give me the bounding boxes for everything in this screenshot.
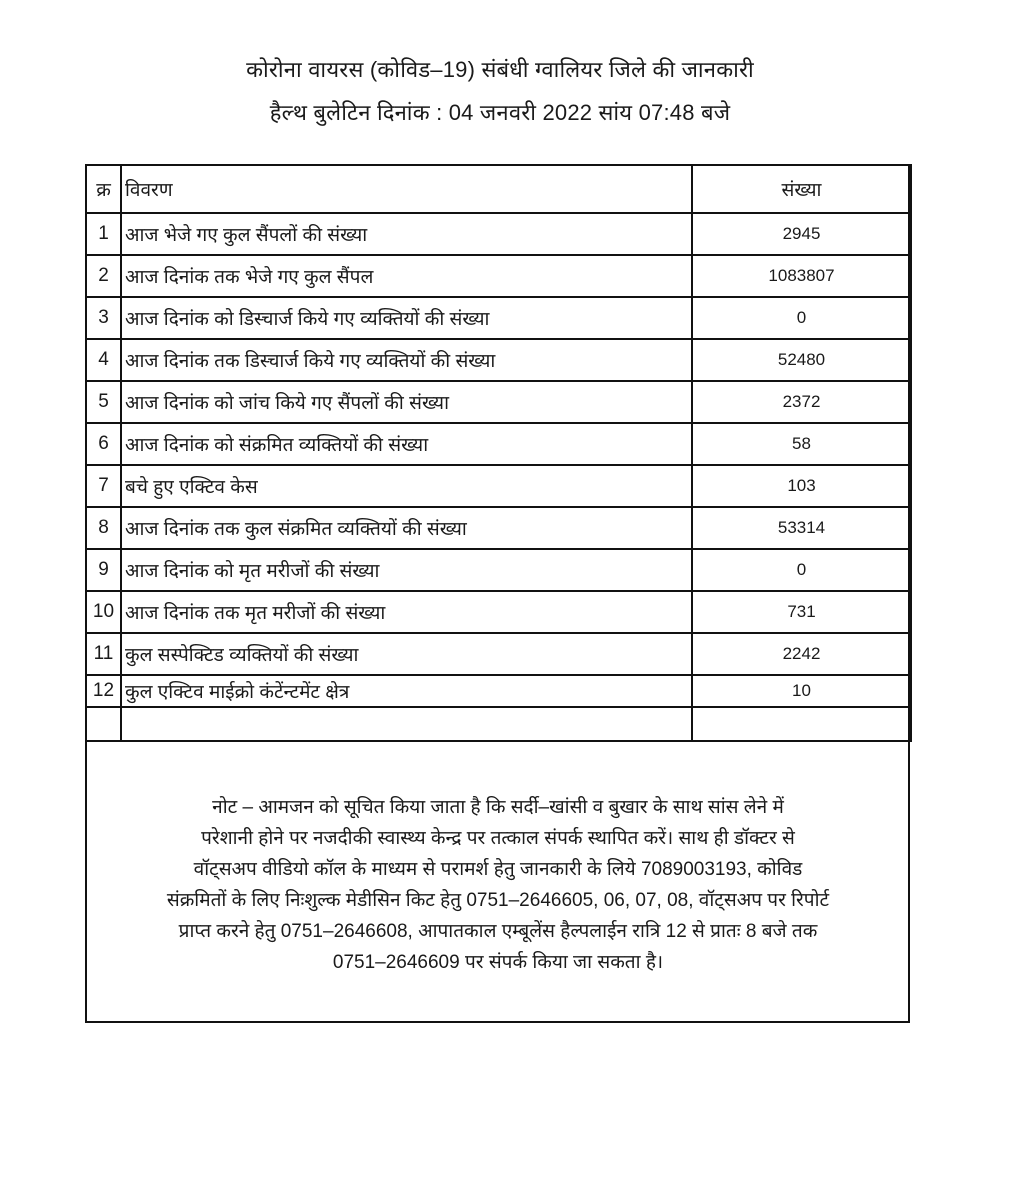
advisory-note	[88, 792, 908, 978]
row-serial: 11	[86, 633, 121, 675]
row-description: आज दिनांक तक भेजे गए कुल सैंपल	[121, 255, 692, 297]
empty-cell	[121, 707, 692, 741]
row-description: आज दिनांक तक मृत मरीजों की संख्या	[121, 591, 692, 633]
row-description: आज दिनांक को संक्रमित व्यक्तियों की संख्या	[121, 423, 692, 465]
row-value: 53314	[692, 507, 911, 549]
row-serial: 4	[86, 339, 121, 381]
row-description: आज भेजे गए कुल सैंपलों की संख्या	[121, 213, 692, 255]
table-row	[86, 213, 911, 255]
row-value: 2242	[692, 633, 911, 675]
table-row	[86, 297, 911, 339]
note-line: परेशानी होने पर नजदीकी स्वास्थ्य केन्द्र पर तत्काल संपर्क स्थापित करें। साथ ही डॉक्टर से	[201, 828, 795, 849]
bulletin-title: कोरोना वायरस (कोविड–19) संबंधी ग्वालियर जिले की जानकारी	[246, 57, 754, 82]
stats-table	[85, 164, 912, 742]
row-serial: 8	[86, 507, 121, 549]
row-description: आज दिनांक को मृत मरीजों की संख्या	[121, 549, 692, 591]
column-header-description: विवरण	[121, 165, 692, 213]
row-value: 52480	[692, 339, 911, 381]
row-serial: 7	[86, 465, 121, 507]
table-row	[86, 339, 911, 381]
row-description: कुल एक्टिव माईक्रो कंटेंन्टमेंट क्षेत्र	[121, 675, 692, 707]
row-description: कुल सस्पेक्टिड व्यक्तियों की संख्या	[121, 633, 692, 675]
row-value: 2372	[692, 381, 911, 423]
empty-table-row	[86, 707, 911, 741]
row-value: 10	[692, 675, 911, 707]
row-value: 58	[692, 423, 911, 465]
row-description: आज दिनांक को जांच किये गए सैंपलों की संख्या	[121, 381, 692, 423]
table-row	[86, 591, 911, 633]
note-line: संक्रमितों के लिए निःशुल्क मेडीसिन किट हेतु 0751–2646605, 06, 07, 08, वॉट्सअप पर रिपोर्ट	[166, 890, 830, 911]
row-serial: 12	[86, 675, 121, 707]
row-value: 103	[692, 465, 911, 507]
row-serial: 3	[86, 297, 121, 339]
table-row	[86, 423, 911, 465]
row-serial: 10	[86, 591, 121, 633]
row-serial: 9	[86, 549, 121, 591]
row-value: 2945	[692, 213, 911, 255]
bulletin-subtitle: हैल्थ बुलेटिन दिनांक : 04 जनवरी 2022 सांय 07:48 बजे	[269, 100, 731, 125]
note-line: वॉट्सअप वीडियो कॉल के माध्यम से परामर्श हेतु जानकारी के लिये 7089003193, कोविड	[193, 859, 803, 880]
table-row	[86, 507, 911, 549]
note-line: नोट – आमजन को सूचित किया जाता है कि सर्दी–खांसी व बुखार के साथ सांस लेने में	[212, 797, 784, 818]
table-row	[86, 255, 911, 297]
table-row	[86, 381, 911, 423]
row-value: 0	[692, 297, 911, 339]
row-description: बचे हुए एक्टिव केस	[121, 465, 692, 507]
column-header-serial: क्र	[86, 165, 121, 213]
row-description: आज दिनांक तक डिस्चार्ज किये गए व्यक्तियों की संख्या	[121, 339, 692, 381]
row-value: 1083807	[692, 255, 911, 297]
row-description: आज दिनांक तक कुल संक्रमित व्यक्तियों की संख्या	[121, 507, 692, 549]
row-serial: 1	[86, 213, 121, 255]
table-header-row	[86, 165, 911, 213]
table-row	[86, 633, 911, 675]
column-header-count: संख्या	[692, 165, 911, 213]
table-row	[86, 675, 911, 707]
note-line: प्राप्त करने हेतु 0751–2646608, आपातकाल एम्बूलेंस हैल्पलाईन रात्रि 12 से प्रातः 8 बजे तक	[178, 921, 818, 942]
row-serial: 5	[86, 381, 121, 423]
empty-cell	[86, 707, 121, 741]
note-line: 0751–2646609 पर संपर्क किया जा सकता है।	[332, 952, 664, 973]
row-description: आज दिनांक को डिस्चार्ज किये गए व्यक्तियों की संख्या	[121, 297, 692, 339]
table-row	[86, 549, 911, 591]
row-value: 731	[692, 591, 911, 633]
row-serial: 6	[86, 423, 121, 465]
row-serial: 2	[86, 255, 121, 297]
empty-cell	[692, 707, 911, 741]
row-value: 0	[692, 549, 911, 591]
table-row	[86, 465, 911, 507]
